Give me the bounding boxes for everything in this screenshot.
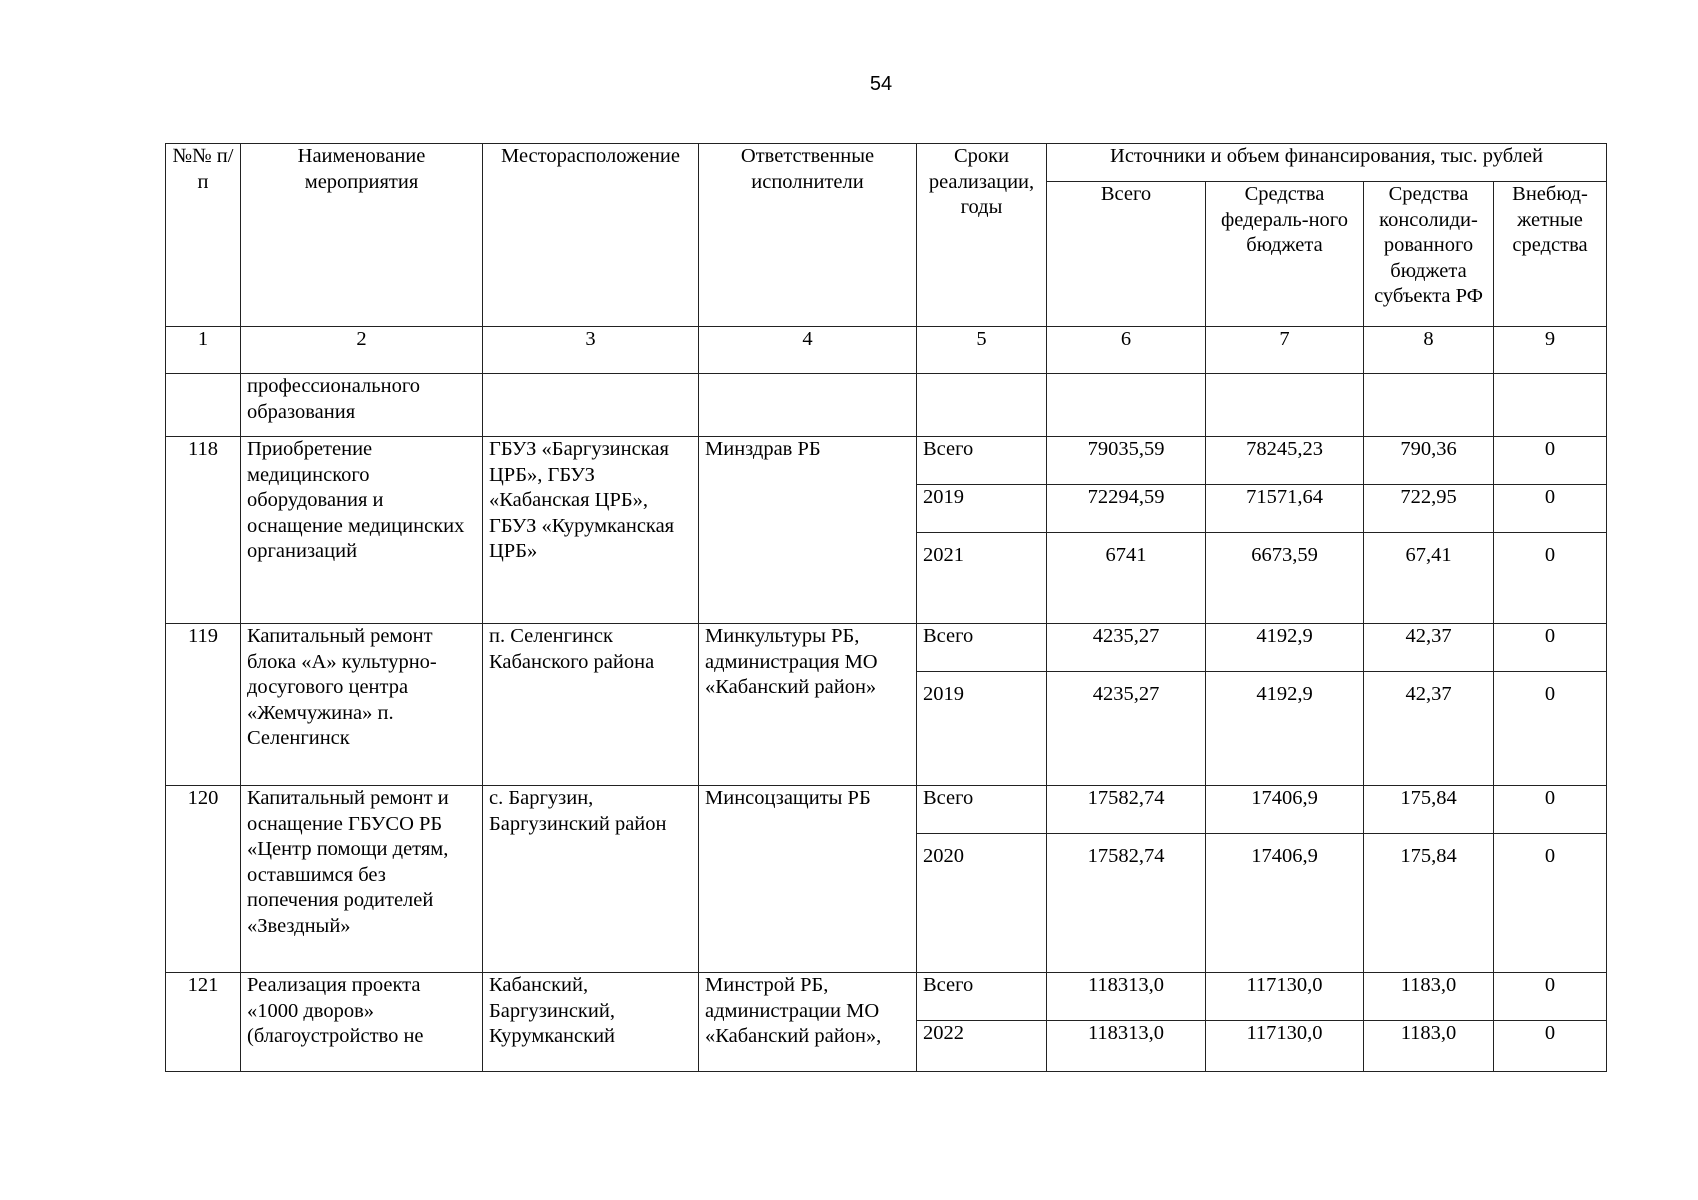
header-executors: Ответственные исполнители	[699, 144, 917, 327]
period: Всего	[917, 973, 1047, 1021]
row-number: 121	[166, 973, 241, 1072]
page-number: 54	[869, 73, 893, 95]
amount-regional: 1183,0	[1364, 1021, 1494, 1072]
column-number: 4	[699, 327, 917, 374]
amount-federal: 117130,0	[1206, 973, 1364, 1021]
amount-federal: 17406,9	[1206, 786, 1364, 834]
amount-total: 4235,27	[1047, 672, 1206, 786]
amount-extrabudget: 0	[1494, 672, 1607, 786]
column-number: 6	[1047, 327, 1206, 374]
location: ГБУЗ «Баргузинская ЦРБ», ГБУЗ «Кабанская ЦРБ», ГБУЗ «Курумканская ЦРБ»	[483, 437, 699, 624]
table-row	[166, 624, 1607, 672]
amount-federal: 6673,59	[1206, 533, 1364, 624]
period: 2020	[917, 834, 1047, 973]
amount-regional: 175,84	[1364, 786, 1494, 834]
amount-extrabudget: 0	[1494, 786, 1607, 834]
header-financing-group: Источники и объем финансирования, тыс. рублей	[1047, 144, 1607, 182]
event-name: Капитальный ремонт и оснащение ГБУСО РБ «Центр помощи детям, оставшимся без попечения родителей «Звездный»	[241, 786, 483, 973]
amount-extrabudget: 0	[1494, 533, 1607, 624]
location: Кабанский, Баргузинский, Курумканский	[483, 973, 699, 1072]
continuation-name: профессионального образования	[241, 374, 483, 437]
location: п. Селенгинск Кабанского района	[483, 624, 699, 786]
amount-total: 6741	[1047, 533, 1206, 624]
header-num: №№ п/п	[166, 144, 241, 327]
period: 2019	[917, 672, 1047, 786]
amount-total: 17582,74	[1047, 786, 1206, 834]
header-total: Всего	[1047, 182, 1206, 327]
amount-regional: 790,36	[1364, 437, 1494, 485]
location: с. Баргузин, Баргузинский район	[483, 786, 699, 973]
period: 2019	[917, 485, 1047, 533]
header-name: Наименование мероприятия	[241, 144, 483, 327]
amount-total: 118313,0	[1047, 1021, 1206, 1072]
period: 2021	[917, 533, 1047, 624]
amount-extrabudget: 0	[1494, 485, 1607, 533]
amount-federal: 78245,23	[1206, 437, 1364, 485]
responsible-executor: Минстрой РБ, администрации МО «Кабанский район»,	[699, 973, 917, 1072]
column-number: 2	[241, 327, 483, 374]
amount-regional: 42,37	[1364, 624, 1494, 672]
responsible-executor: Минсоцзащиты РБ	[699, 786, 917, 973]
amount-regional: 175,84	[1364, 834, 1494, 973]
header-extrabudget: Внебюд-жетные средства	[1494, 182, 1607, 327]
column-numbers-row	[166, 327, 1607, 374]
financing-table	[165, 143, 1607, 1072]
amount-extrabudget: 0	[1494, 1021, 1607, 1072]
period: Всего	[917, 786, 1047, 834]
header-terms: Сроки реализации, годы	[917, 144, 1047, 327]
column-number: 9	[1494, 327, 1607, 374]
table-row	[166, 973, 1607, 1021]
header-location: Месторасположение	[483, 144, 699, 327]
table-row	[166, 786, 1607, 834]
column-number: 7	[1206, 327, 1364, 374]
amount-extrabudget: 0	[1494, 834, 1607, 973]
amount-regional: 1183,0	[1364, 973, 1494, 1021]
table-row	[166, 437, 1607, 485]
amount-federal: 4192,9	[1206, 624, 1364, 672]
amount-regional: 67,41	[1364, 533, 1494, 624]
amount-total: 72294,59	[1047, 485, 1206, 533]
column-number: 1	[166, 327, 241, 374]
period: Всего	[917, 437, 1047, 485]
responsible-executor: Минкультуры РБ, администрация МО «Кабанский район»	[699, 624, 917, 786]
amount-federal: 4192,9	[1206, 672, 1364, 786]
event-name: Приобретение медицинского оборудования и оснащение медицинских организаций	[241, 437, 483, 624]
amount-federal: 71571,64	[1206, 485, 1364, 533]
row-number: 118	[166, 437, 241, 624]
continuation-row	[166, 374, 1607, 437]
amount-extrabudget: 0	[1494, 973, 1607, 1021]
row-number: 119	[166, 624, 241, 786]
amount-total: 17582,74	[1047, 834, 1206, 973]
amount-federal: 17406,9	[1206, 834, 1364, 973]
row-number: 120	[166, 786, 241, 973]
amount-regional: 722,95	[1364, 485, 1494, 533]
amount-extrabudget: 0	[1494, 437, 1607, 485]
header-federal: Средства федераль-ного бюджета	[1206, 182, 1364, 327]
amount-total: 79035,59	[1047, 437, 1206, 485]
event-name: Капитальный ремонт блока «А» культурно-досугового центра «Жемчужина» п. Селенгинск	[241, 624, 483, 786]
amount-federal: 117130,0	[1206, 1021, 1364, 1072]
amount-total: 4235,27	[1047, 624, 1206, 672]
amount-extrabudget: 0	[1494, 624, 1607, 672]
header-regional: Средства консолиди-рованного бюджета субъекта РФ	[1364, 182, 1494, 327]
column-number: 3	[483, 327, 699, 374]
amount-regional: 42,37	[1364, 672, 1494, 786]
amount-total: 118313,0	[1047, 973, 1206, 1021]
column-number: 5	[917, 327, 1047, 374]
event-name: Реализация проекта «1000 дворов» (благоустройство не	[241, 973, 483, 1072]
responsible-executor: Минздрав РБ	[699, 437, 917, 624]
period: Всего	[917, 624, 1047, 672]
column-number: 8	[1364, 327, 1494, 374]
period: 2022	[917, 1021, 1047, 1072]
